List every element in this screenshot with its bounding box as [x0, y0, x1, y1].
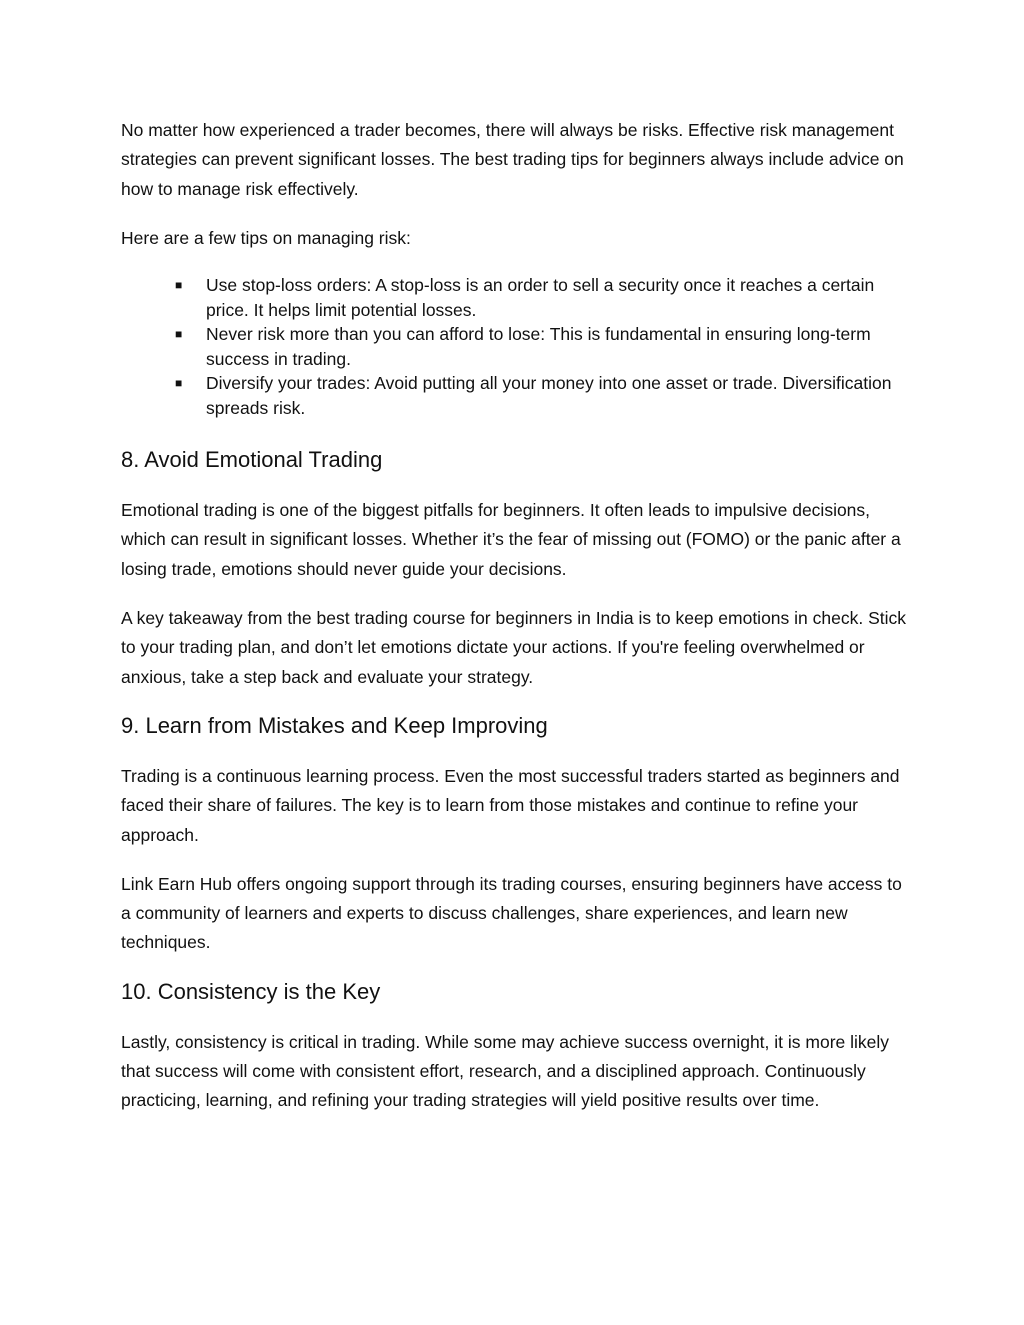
- section-8-paragraph-2: A key takeaway from the best trading course for beginners in India is to keep emotions in check. Stick to your trading plan, and don’t let emotions dictate your actions. If you're feeling overwhelmed or anxious, take a step back and evaluate your strategy.: [121, 608, 906, 687]
- risk-tips-lead: Here are a few tips on managing risk:: [121, 227, 411, 248]
- section-heading-9: 9. Learn from Mistakes and Keep Improving: [121, 712, 548, 738]
- section-8-paragraph-1: Emotional trading is one of the biggest pitfalls for beginners. It often leads to impulsive decisions, which can result in significant losses. Whether it’s the fear of missing out (FOMO) or the panic after a losing trade, emotions should never guide your decisions.: [121, 500, 901, 579]
- section-9-paragraph-2: Link Earn Hub offers ongoing support through its trading courses, ensuring beginners have access to a community of learners and experts to discuss challenges, share experiences, and learn new techniques.: [121, 873, 902, 953]
- section-10-paragraph-1: Lastly, consistency is critical in trading. While some may achieve success overnight, it is more likely that success will come with consistent effort, research, and a disciplined approach. Continuously practicing, learning, and refining your trading strategies will yield positive results over time.: [121, 1031, 890, 1111]
- square-bullet-icon: ■: [175, 327, 183, 342]
- list-item-text: Never risk more than you can afford to lose: This is fundamental in ensuring long-term success in trading.: [206, 324, 871, 369]
- section-heading-8: 8. Avoid Emotional Trading: [121, 447, 383, 473]
- square-bullet-icon: ■: [175, 278, 183, 293]
- section-heading-10: 10. Consistency is the Key: [121, 978, 381, 1004]
- list-item: [175, 371, 911, 420]
- list-item: [175, 273, 911, 322]
- risk-tips-list: [121, 273, 911, 420]
- section-9-paragraph-1: Trading is a continuous learning process. Even the most successful traders started as beginners and faced their share of failures. The key is to learn from those mistakes and continue to refine your approach.: [121, 765, 900, 845]
- square-bullet-icon: ■: [175, 376, 183, 391]
- list-item-text: Diversify your trades: Avoid putting all your money into one asset or trade. Diversification spreads risk.: [206, 373, 892, 418]
- list-item-text: Use stop-loss orders: A stop-loss is an order to sell a security once it reaches a certain price. It helps limit potential losses.: [206, 275, 875, 320]
- list-item: [175, 322, 911, 371]
- document-page: [121, 116, 911, 1136]
- intro-paragraph: No matter how experienced a trader becomes, there will always be risks. Effective risk management strategies can prevent significant losses. The best trading tips for beginners always include advice on how to manage risk effectively.: [121, 120, 904, 199]
